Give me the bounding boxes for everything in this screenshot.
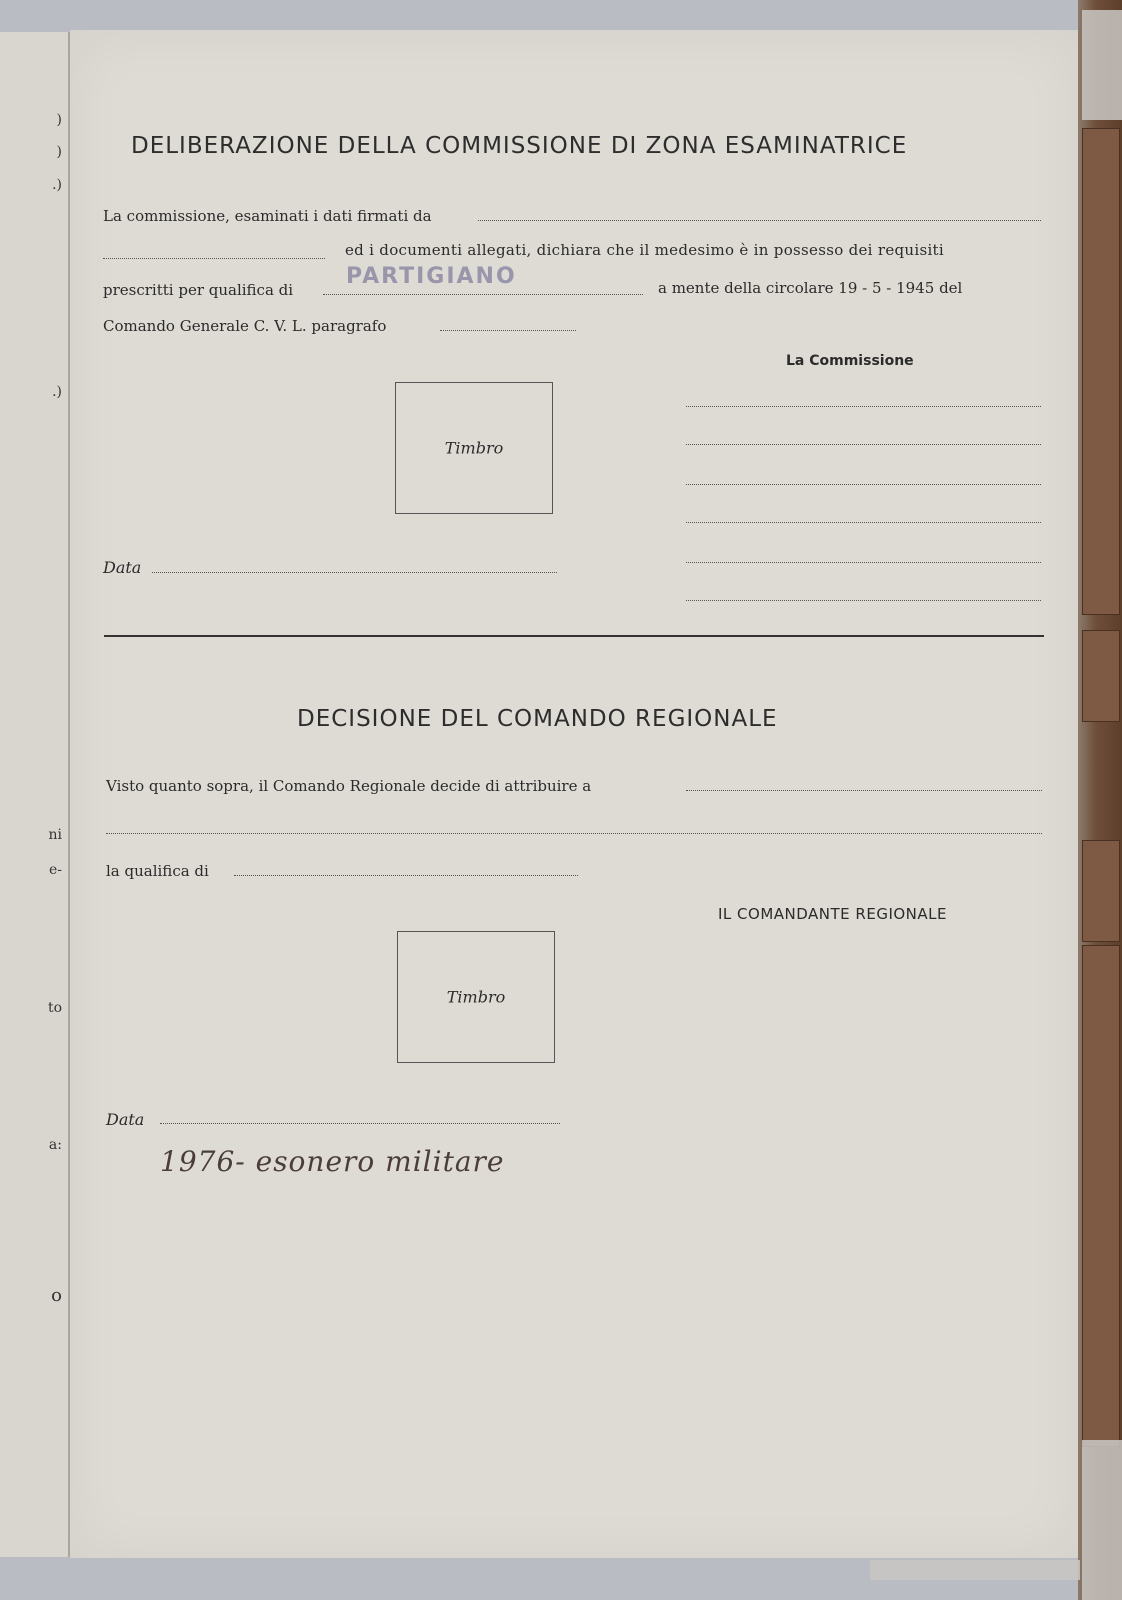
decision-line3: la qualifica di: [106, 862, 209, 880]
fill-line: [440, 330, 576, 331]
commission-line3-suffix: a mente della circolare 19 - 5 - 1945 del: [658, 279, 963, 297]
margin-fragment: e-: [48, 862, 62, 878]
stamp-box: [395, 382, 553, 514]
binding-tab: [1082, 945, 1120, 1447]
binding-tab: [1082, 840, 1120, 942]
stamp-box-label: Timbro: [444, 438, 504, 458]
commission-line3-prefix: prescritti per qualifica di: [103, 281, 294, 299]
margin-fragment: .): [52, 177, 62, 193]
commission-line2: ed i documenti allegati, dichiara che il medesimo è in possesso dei requisiti: [345, 241, 944, 259]
ribbon: [870, 1560, 1080, 1580]
binding-tab: [1082, 630, 1120, 722]
commission-line4: Comando Generale C. V. L. paragrafo: [103, 317, 387, 335]
fill-line: [478, 220, 1041, 221]
document-page: [70, 30, 1078, 1558]
commission-label: La Commissione: [786, 353, 914, 369]
margin-fragment: to: [47, 1000, 62, 1016]
margin-fragment: .): [52, 384, 62, 400]
date-label: Data: [103, 558, 142, 577]
handwritten-note: 1976- esonero militare: [160, 1145, 505, 1178]
margin-fragment: ): [56, 144, 62, 160]
margin-fragment: ): [56, 112, 62, 128]
margin-fragment: a:: [48, 1137, 62, 1153]
signature-line: [686, 444, 1041, 445]
fill-line: [103, 258, 325, 259]
commander-label: IL COMANDANTE REGIONALE: [718, 905, 947, 923]
signature-line: [686, 600, 1041, 601]
commission-line1: La commissione, esaminati i dati firmati da: [103, 207, 432, 225]
date-field: [152, 572, 557, 573]
left-page-edge: [0, 32, 70, 1557]
signature-line: [686, 562, 1041, 563]
signature-line: [686, 522, 1041, 523]
stamp-box: [397, 931, 555, 1063]
ribbon: [1082, 10, 1122, 120]
partigiano-stamp: PARTIGIANO: [346, 264, 517, 289]
signature-line: [686, 484, 1041, 485]
section-divider: [104, 635, 1044, 637]
stamp-box-label: Timbro: [446, 987, 506, 1007]
section2-title: DECISIONE DEL COMANDO REGIONALE: [297, 706, 778, 732]
fill-line: [686, 790, 1042, 791]
margin-fragment: ni: [48, 827, 62, 843]
binding-tab: [1082, 128, 1120, 615]
section1-title: DELIBERAZIONE DELLA COMMISSIONE DI ZONA ESAMINATRICE: [131, 133, 908, 159]
date-label: Data: [106, 1110, 145, 1129]
qualification-field: [323, 294, 643, 295]
decision-line1: Visto quanto sopra, il Comando Regionale decide di attribuire a: [106, 777, 592, 795]
qualification-field: [234, 875, 578, 876]
date-field: [160, 1123, 560, 1124]
folder-binding: [1078, 0, 1122, 1600]
signature-line: [686, 406, 1041, 407]
fill-line: [106, 833, 1042, 834]
ribbon: [1082, 1440, 1122, 1600]
margin-fragment: o: [51, 1285, 62, 1306]
